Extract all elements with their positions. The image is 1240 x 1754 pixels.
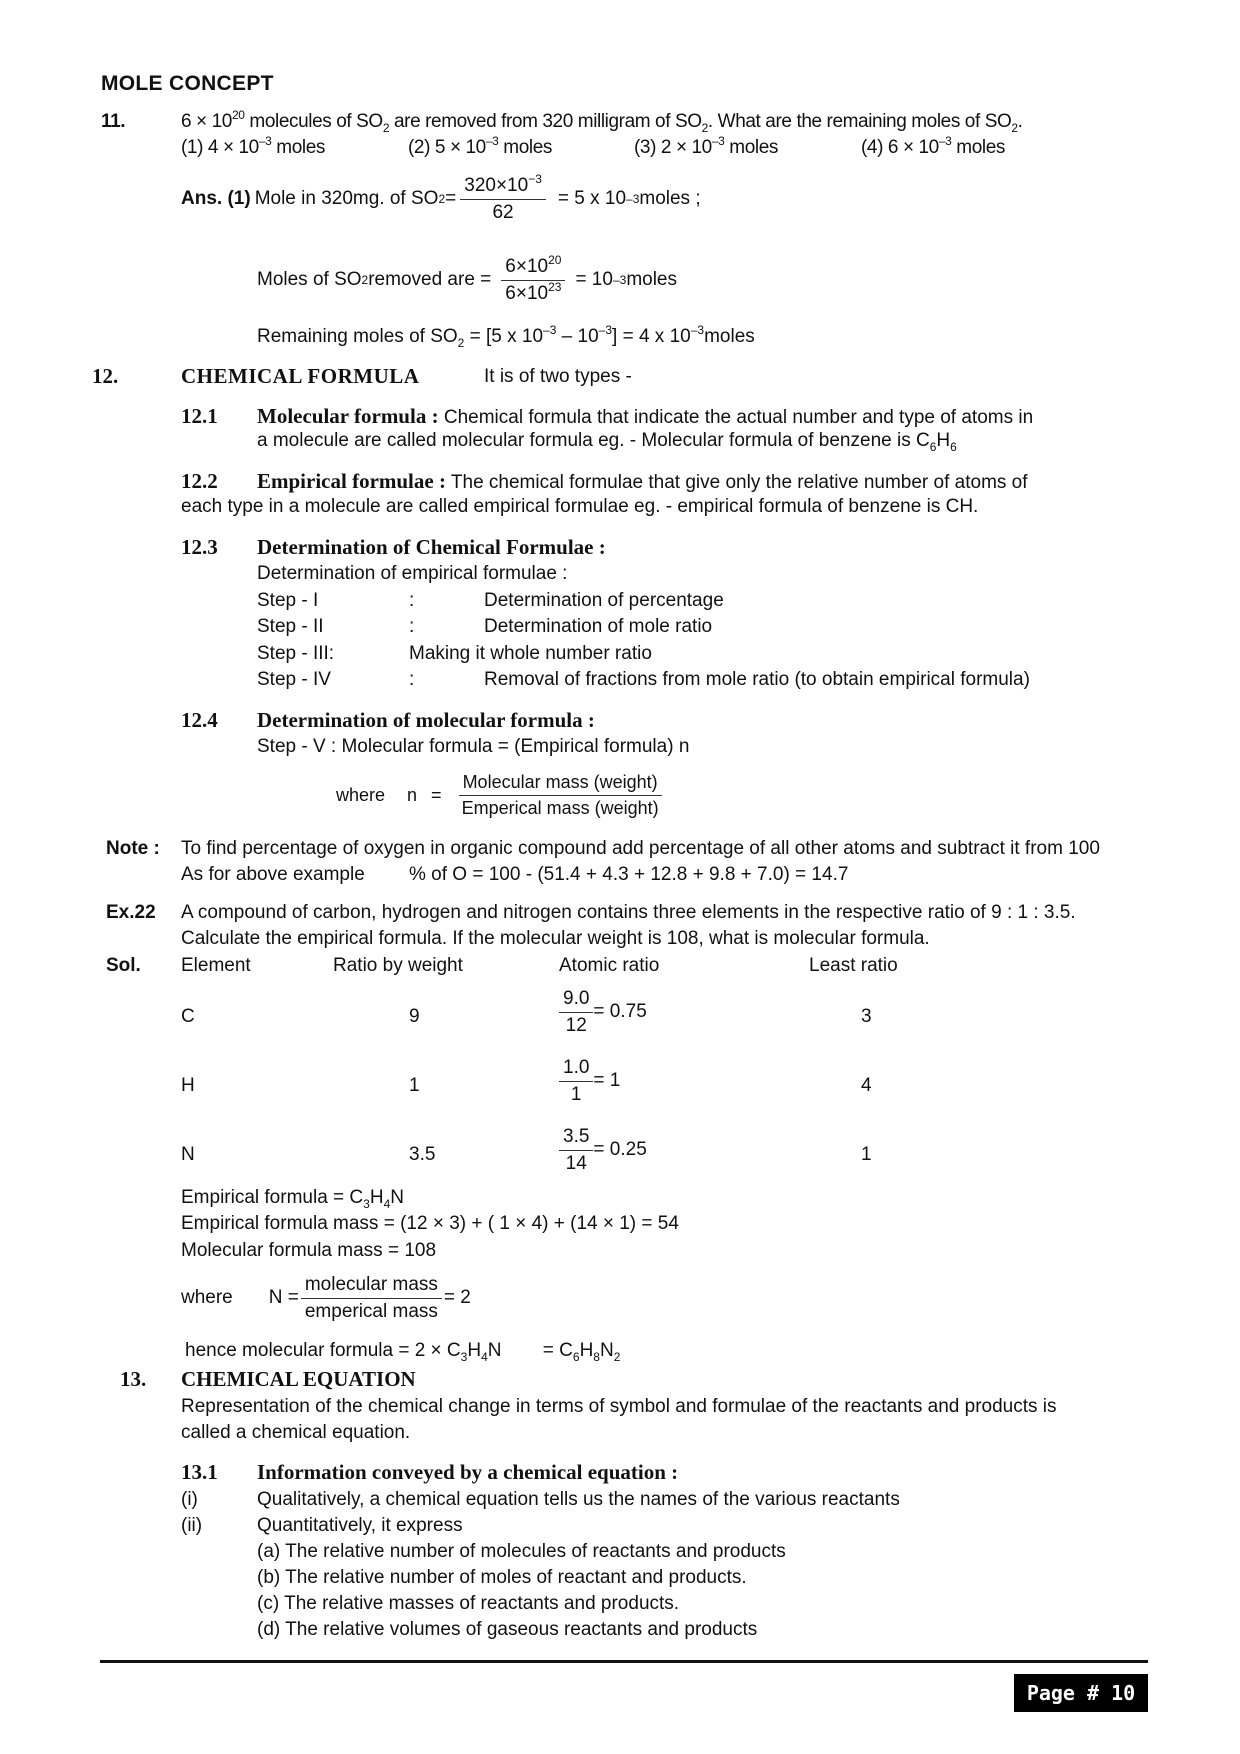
- n-formula: where n = $\frac{\text{Molecular mass (weight)}}{\text{Emperical mass (weight)}}$: [336, 772, 667, 818]
- option-3: (3) $2 \times 10^{-3}$ moles: [634, 134, 778, 158]
- note-line-1: To find percentage of oxygen in organic compound add percentage of all other atoms and subtract it from 100: [181, 838, 1100, 859]
- subsection-13-1-title: Information conveyed by a chemical equation :: [257, 1460, 679, 1484]
- list-item: Qualitatively, a chemical equation tells us the names of the various reactants: [257, 1489, 900, 1510]
- question-number: 11.: [101, 111, 126, 132]
- subsection-12-4-title: Determination of molecular formula :: [257, 708, 595, 732]
- fraction: $\frac{6\times 10^{20}}{6\times 10^{23}}$: [501, 256, 565, 305]
- subsection-12-1-line-1: Molecular formula : Chemical formula that indicate the actual number and type of atoms in: [257, 404, 1034, 428]
- table-header-atomic: Atomic ratio: [559, 955, 660, 976]
- example-line-2: Calculate the empirical formula. If the molecular weight is 108, what is molecular formula.: [181, 928, 930, 949]
- step-label: Step - II: [257, 616, 324, 637]
- table-cell-ratio: 9: [409, 1006, 420, 1027]
- subsection-12-2-line-2: each type in a molecule are called empirical formulae eg. - empirical formula of benzene is CH.: [181, 496, 979, 517]
- list-item: Quantitatively, it express: [257, 1515, 463, 1536]
- sub-list-item: (d) The relative volumes of gaseous reactants and products: [257, 1619, 758, 1640]
- example-label: Ex.22: [106, 902, 156, 923]
- subsection-12-1-line-2: a molecule are called molecular formula eg. - Molecular formula of benzene is $C_6H_6$: [257, 430, 957, 454]
- subsection-12-2-line-1: Empirical formulae : The chemical formulae that give only the relative number of atoms of: [257, 469, 1028, 493]
- fraction: $\frac{320\times 10^{-3}}{62}$: [460, 175, 546, 224]
- table-cell-least: 3: [861, 1006, 872, 1027]
- step-colon: :: [409, 590, 415, 611]
- answer-line-1: Ans. (1) Mole in 320mg. of SO 2 = $\frac{320\times 10^{-3}}{62}$ = 5 x 10 –3 moles ;: [181, 172, 701, 223]
- step-label: Step - I: [257, 590, 319, 611]
- empirical-formula: Empirical formula = $C_3H_4N$: [181, 1187, 404, 1211]
- subsection-12-3-title: Determination of Chemical Formulae :: [257, 535, 606, 559]
- sub-list-item: (c) The relative masses of reactants and products.: [257, 1593, 680, 1614]
- subsection-number-12-2: 12.2: [181, 469, 218, 493]
- table-header-ratio: Ratio by weight: [333, 955, 463, 976]
- question-text: $6 \times 10^{20}$ molecules of $SO_2$ are removed from 320 milligram of $SO_2$. What are the remaining moles of $SO_2$.: [181, 108, 1023, 135]
- sub-list-item: (a) The relative number of molecules of reactants and products: [257, 1541, 786, 1562]
- section-intro: It is of two types -: [484, 366, 632, 387]
- list-marker: (i): [181, 1489, 198, 1510]
- step-label: Step - III:: [257, 643, 335, 664]
- section-13-text-1: Representation of the chemical change in terms of symbol and formulae of the reactants and products is: [181, 1396, 1057, 1417]
- step-text: Determination of mole ratio: [484, 616, 713, 637]
- example-line-1: A compound of carbon, hydrogen and nitrogen contains three elements in the respective ratio of 9 : 1 : 3.5.: [181, 902, 1076, 923]
- section-number-13: 13.: [120, 1367, 147, 1391]
- subsection-number-13-1: 13.1: [181, 1460, 218, 1484]
- subsection-number-12-1: 12.1: [181, 404, 218, 428]
- table-cell-ratio: 1: [409, 1075, 420, 1096]
- option-2: (2) $5 \times 10^{-3}$ moles: [408, 134, 552, 158]
- fraction: $\frac{\text{Molecular mass (weight)}}{\text{Emperical mass (weight)}}$: [458, 772, 663, 818]
- page-number-badge: Page # 10: [1014, 1674, 1148, 1712]
- solution-label: Sol.: [106, 955, 141, 976]
- step-text: Determination of percentage: [484, 590, 724, 611]
- section-number-12: 12.: [92, 364, 119, 388]
- option-4: (4) $6 \times 10^{-3}$ moles: [861, 134, 1005, 158]
- section-title-chemical-equation: CHEMICAL EQUATION: [181, 1367, 416, 1391]
- table-cell-atomic: $\frac{3.5}{14}$ = 0.25: [559, 1126, 647, 1175]
- option-1: (1) $4 \times 10^{-3}$ moles: [181, 134, 325, 158]
- footer-divider: [100, 1660, 1148, 1663]
- step-5: Step - V : Molecular formula = (Empirical formula) n: [257, 736, 690, 757]
- note-label: Note :: [106, 838, 160, 859]
- table-cell-atomic: $\frac{1.0}{1}$ = 1: [559, 1057, 620, 1106]
- step-text: Removal of fractions from mole ratio (to obtain empirical formula): [484, 669, 1030, 690]
- answer-line-2: Moles of SO 2 removed are = $\frac{6\times 10^{20}}{6\times 10^{23}}$ = 10 –3 moles: [257, 253, 677, 304]
- page-header-title: MOLE CONCEPT: [101, 72, 274, 95]
- section-title-chemical-formula: CHEMICAL FORMULA: [181, 364, 420, 388]
- subsection-number-12-3: 12.3: [181, 535, 218, 559]
- table-header-element: Element: [181, 955, 251, 976]
- note-line-2b: % of O = 100 - (51.4 + 4.3 + 12.8 + 9.8 + 7.0) = 14.7: [409, 864, 849, 885]
- step-colon: :: [409, 616, 415, 637]
- note-line-2a: As for above example: [181, 864, 365, 885]
- subsection-number-12-4: 12.4: [181, 708, 218, 732]
- hence-molecular-formula: hence molecular formula = $2 \times C_3H_4N = C_6H_8N_2$: [185, 1340, 621, 1364]
- table-header-least: Least ratio: [809, 955, 898, 976]
- table-cell-least: 1: [861, 1144, 872, 1165]
- subsection-12-3-subtitle: Determination of empirical formulae :: [257, 563, 568, 584]
- step-text: Making it whole number ratio: [409, 643, 652, 664]
- table-cell-element: C: [181, 1006, 195, 1027]
- table-cell-atomic: $\frac{9.0}{12}$ = 0.75: [559, 988, 647, 1037]
- section-13-text-2: called a chemical equation.: [181, 1422, 411, 1443]
- empirical-formula-mass: Empirical formula mass = (12 × 3) + ( 1 × 4) + (14 × 1) = 54: [181, 1213, 679, 1234]
- table-cell-least: 4: [861, 1075, 872, 1096]
- table-cell-element: N: [181, 1144, 195, 1165]
- table-cell-ratio: 3.5: [409, 1144, 436, 1165]
- answer-line-3: Remaining moles of $SO_2 = [5$ x $10^{-3} - 10^{-3}] = 4$ x $10^{-3}moles$: [257, 323, 755, 350]
- molecular-formula-mass: Molecular formula mass = 108: [181, 1240, 437, 1261]
- table-cell-element: H: [181, 1075, 195, 1096]
- step-colon: :: [409, 669, 415, 690]
- list-marker: (ii): [181, 1515, 203, 1536]
- sub-list-item: (b) The relative number of moles of reactant and products.: [257, 1567, 747, 1588]
- step-label: Step - IV: [257, 669, 331, 690]
- n-calculation: where N = $\frac{\text{molecular mass}}{\text{emperical mass}}$ = 2: [181, 1274, 471, 1322]
